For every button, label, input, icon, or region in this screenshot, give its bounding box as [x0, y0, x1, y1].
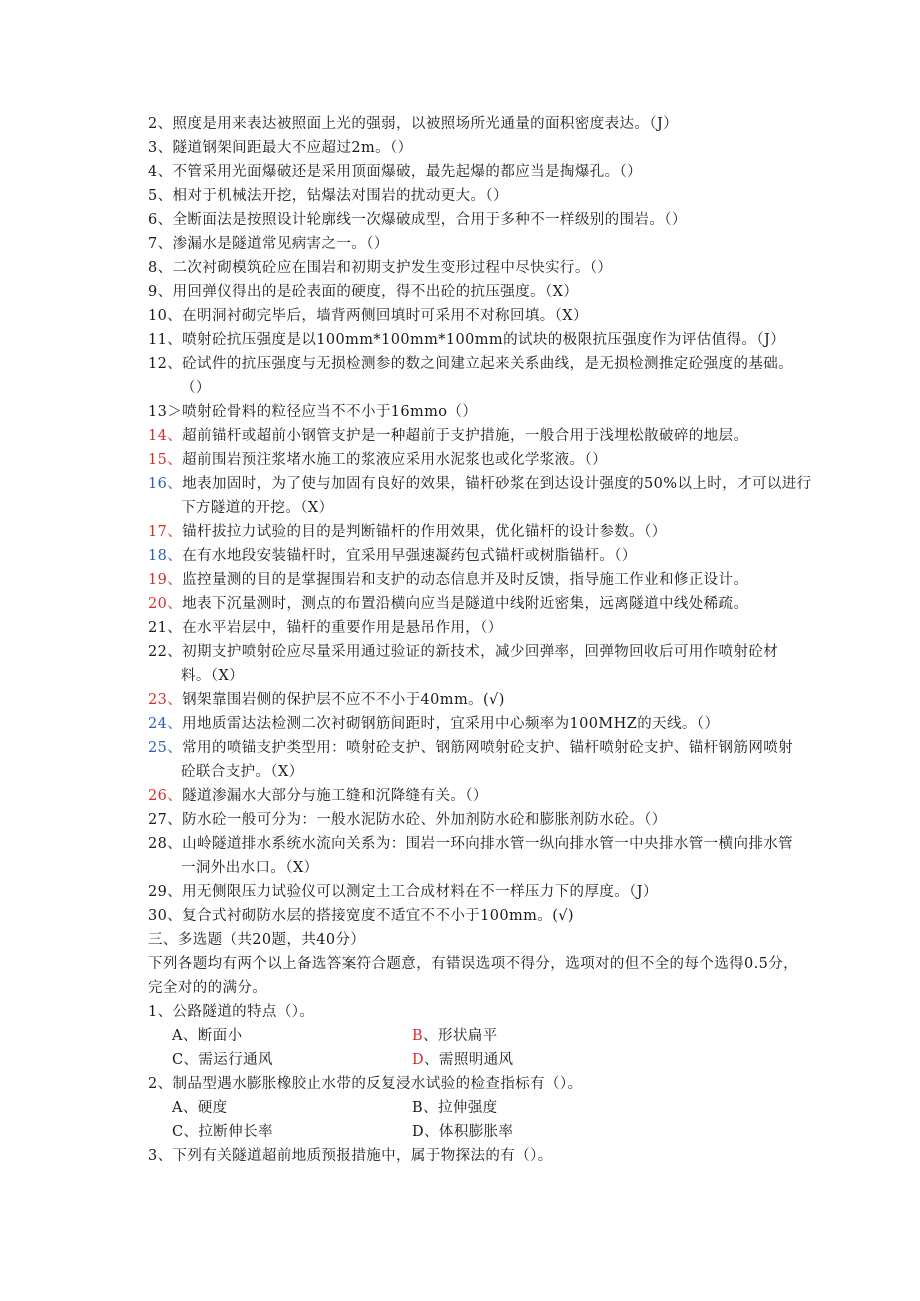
item-4: 4、不管采用光面爆破还是采用顶面爆破，最先起爆的都应当是掏爆孔。（）: [148, 164, 643, 180]
option-a: A、硬度: [172, 1100, 228, 1116]
item-27: 27、防水砼一般可分为：一般水泥防水砼、外加剂防水砼和膨胀剂防水砼。（）: [148, 812, 667, 828]
item-19: 19、监控量测的目的是掌握围岩和支护的动态信息并及时反馈，指导施工作业和修正设计。: [148, 572, 749, 588]
item-25-cont: 砼联合支护。（X）: [181, 764, 304, 780]
item-3: 3、隧道钢架间距最大不应超过2m。（）: [148, 140, 413, 156]
item-23: 23、钢架靠围岩侧的保护层不应不不小于40mm。(√): [148, 692, 505, 708]
mc-question-1: 1、公路隧道的特点（）。: [148, 1004, 315, 1020]
item-14: 14、超前锚杆或超前小钢管支护是一种超前于支护措施，一般合用于浅埋松散破碎的地层。: [148, 428, 749, 444]
item-10: 10、在明洞衬砌完毕后，墙背两侧回填时可采用不对称回填。（X）: [148, 308, 588, 324]
mc-question-2: 2、制品型遇水膨胀橡胶止水带的反复浸水试验的检查指标有（）。: [148, 1076, 583, 1092]
mc-question-3: 3、下列有关隧道超前地质预报措施中，属于物探法的有（）。: [148, 1148, 553, 1164]
item-7: 7、渗漏水是隧道常见病害之一。（）: [148, 236, 389, 252]
item-5: 5、相对于机械法开挖，钻爆法对围岩的扰动更大。（）: [148, 188, 508, 204]
item-6: 6、全断面法是按照设计轮廓线一次爆破成型，合用于多种不一样级别的围岩。（）: [148, 212, 687, 228]
item-12: 12、砼试件的抗压强度与无损检测参的数之间建立起来关系曲线，是无损检测推定砼强度的基础。: [148, 356, 794, 372]
item-2: 2、照度是用来表达被照面上光的强弱，以被照场所光通量的面积密度表达。（J）: [148, 116, 679, 132]
item-25: 25、常用的喷锚支护类型用：喷射砼支护、钢筋网喷射砼支护、锚杆喷射砼支护、锚杆钢筋网喷射: [148, 740, 794, 756]
item-26: 26、隧道渗漏水大部分与施工缝和沉降缝有关。（）: [148, 788, 488, 804]
option-a: A、断面小: [172, 1028, 243, 1044]
item-21: 21、在水平岩层中，锚杆的重要作用是悬吊作用，（）: [148, 620, 503, 636]
item-13: 13＞喷射砼骨料的粒径应当不不小于16mmo（）: [148, 404, 478, 420]
item-16: 16、地表加固时，为了使与加固有良好的效果，锚杆砂浆在到达设计强度的50%以上时，才可以进行: [148, 476, 812, 492]
item-11: 11、喷射砼抗压强度是以100mm*100mm*100mm的试块的极限抗压强度作为评估值得。（J）: [148, 332, 786, 348]
item-8: 8、二次衬砌模筑砼应在围岩和初期支护发生变形过程中尽快实行。（）: [148, 260, 613, 276]
item-30: 30、复合式衬砌防水层的搭接宽度不适宜不不小于100mm。(√): [148, 908, 574, 924]
item-16-cont: 下方隧道的开挖。（X）: [181, 500, 334, 516]
item-9: 9、用回弹仪得出的是砼表面的硬度，得不出砼的抗压强度。（X）: [148, 284, 579, 300]
item-22-cont: 料。（X）: [181, 668, 245, 684]
item-29: 29、用无侧限压力试验仪可以测定土工合成材料在不一样压力下的厚度。（J）: [148, 884, 658, 900]
item-15: 15、超前围岩预注浆堵水施工的浆液应采用水泥浆也或化学浆液。（）: [148, 452, 608, 468]
section-intro-2: 完全对的的满分。: [148, 980, 268, 996]
section-intro-1: 下列各题均有两个以上备选答案符合题意，有错误选项不得分，选项对的但不全的每个选得0.5分，: [148, 956, 799, 972]
option-c: C、需运行通风: [172, 1052, 273, 1068]
option-d: D、需照明通风: [412, 1052, 514, 1068]
item-17: 17、锚杆拔拉力试验的目的是判断锚杆的作用效果，优化锚杆的设计参数。（）: [148, 524, 667, 540]
item-20: 20、地表下沉量测时，测点的布置沿横向应当是隧道中线附近密集，远离隧道中线处稀疏。: [148, 596, 749, 612]
item-22: 22、初期支护喷射砼应尽量采用通过验证的新技术，减少回弹率，回弹物回收后可用作喷射砼材: [148, 644, 779, 660]
item-24: 24、用地质雷达法检测二次衬砌钢筋间距时，宜采用中心频率为100MHZ的天线。（）: [148, 716, 720, 732]
option-b: B、拉伸强度: [412, 1100, 498, 1116]
item-18: 18、在有水地段安装锚杆时，宜采用早强速凝药包式锚杆或树脂锚杆。（）: [148, 548, 637, 564]
item-28: 28、山岭隧道排水系统水流向关系为：围岩一环向排水管一纵向排水管一中央排水管一横向排水管: [148, 836, 794, 852]
section-title: 三、多选题（共20题，共40分）: [148, 932, 366, 948]
option-b: B、形状扁平: [412, 1028, 498, 1044]
option-d: D、体积膨胀率: [412, 1124, 514, 1140]
option-c: C、拉断伸长率: [172, 1124, 273, 1140]
item-12-cont: （）: [181, 380, 211, 396]
item-28-cont: 一洞外出水口。（X）: [181, 860, 319, 876]
